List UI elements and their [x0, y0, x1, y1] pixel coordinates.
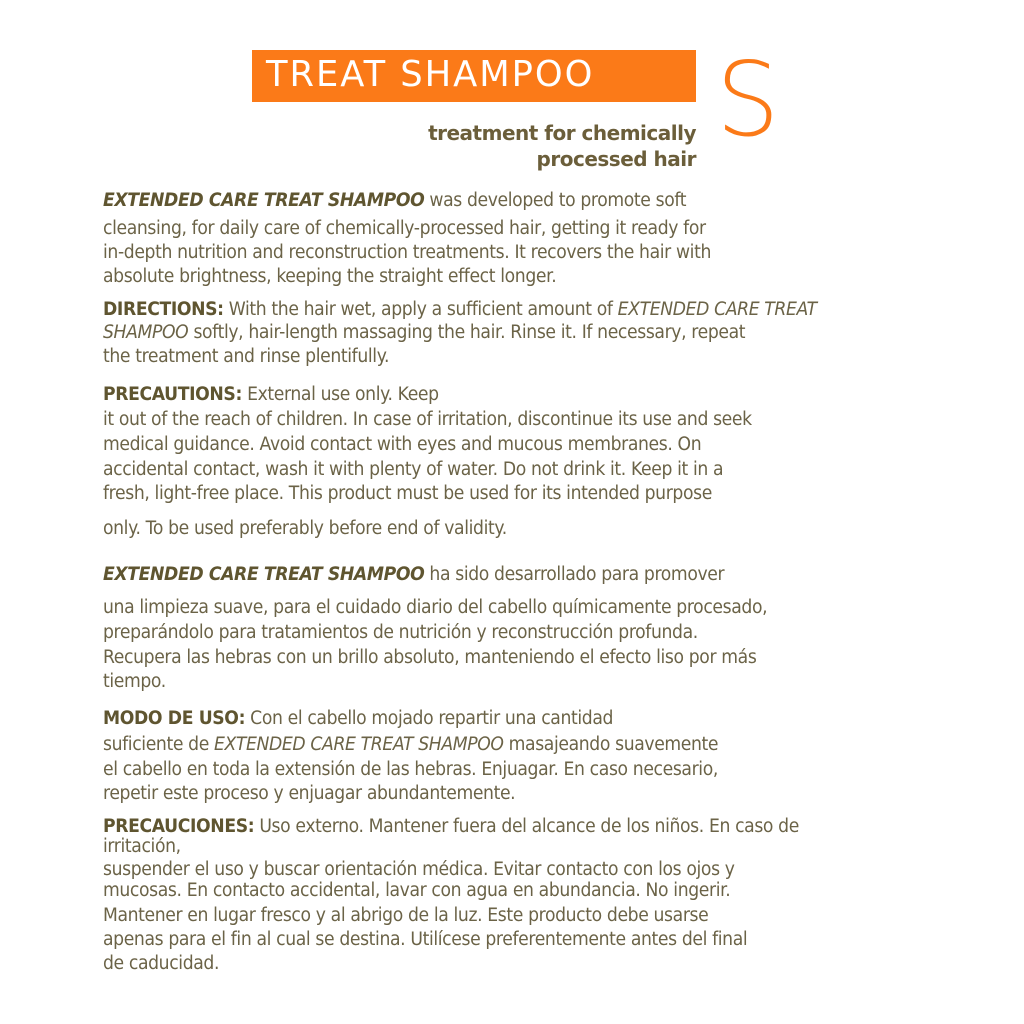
es-modo-de-uso-line [103, 708, 613, 730]
es-precauciones-line: suspender el uso y buscar orientación médica. Evitar contacto con los ojos y [103, 859, 735, 880]
directions-label: DIRECTIONS: [103, 299, 224, 320]
text-run: suficiente de [103, 734, 215, 755]
en-precautions-line: only. To be used preferably before end of validity. [103, 518, 507, 539]
en-precautions-line: accidental contact, wash it with plenty of water. Do not drink it. Keep it in a [103, 459, 724, 480]
en-precautions-line: fresh, light-free place. This product must be used for its intended purpose [103, 483, 712, 504]
subtitle-line: processed hair [536, 147, 696, 171]
text-run: Uso externo. Mantener fuera del alcance de los niños. En caso de [254, 816, 799, 837]
text-run: ha sido desarrollado para promover [424, 564, 725, 585]
precauciones-label: PRECAUCIONES: [103, 816, 255, 837]
es-modo-de-uso-line: el cabello en toda la extensión de las hebras. Enjuagar. En caso necesario, [103, 759, 718, 780]
en-intro-line: cleansing, for daily care of chemically-processed hair, getting it ready for [103, 218, 706, 239]
brand-letter-logo: S [716, 39, 780, 160]
es-intro-line: preparándolo para tratamientos de nutrición y reconstrucción profunda. [103, 622, 698, 643]
en-intro-line: in-depth nutrition and reconstruction treatments. It recovers the hair with [103, 242, 711, 263]
text-run: External use only. Keep [241, 384, 439, 405]
es-precauciones-line: irritación, [103, 836, 181, 857]
es-precauciones-line: mucosas. En contacto accidental, lavar con agua en abundancia. No ingerir. [103, 880, 731, 901]
es-precauciones-line: Mantener en lugar fresco y al abrigo de la luz. Este producto debe usarse [103, 905, 709, 926]
precautions-label: PRECAUTIONS: [103, 384, 242, 405]
en-directions-line [103, 322, 745, 344]
en-directions-line: the treatment and rinse plentifully. [103, 346, 390, 367]
modo-de-uso-label: MODO DE USO: [103, 708, 246, 729]
text-run: masajeando suavemente [503, 734, 719, 755]
es-intro-line: una limpieza suave, para el cuidado diario del cabello químicamente procesado, [103, 597, 768, 618]
en-precautions-line: medical guidance. Avoid contact with eyes and mucous membranes. On [103, 434, 702, 455]
product-name: EXTENDED CARE TREAT SHAMPOO [103, 564, 425, 585]
product-title: TREAT SHAMPOO [266, 54, 595, 95]
es-precauciones-line: apenas para el fin al cual se destina. Utilícese preferentemente antes del final [103, 929, 748, 950]
product-name: SHAMPOO [103, 322, 189, 343]
es-intro-line: Recupera las hebras con un brillo absoluto, manteniendo el efecto liso por más [103, 647, 757, 668]
product-subtitle [428, 120, 696, 172]
product-name: EXTENDED CARE TREAT [617, 299, 817, 320]
en-directions-line [103, 299, 817, 321]
es-intro-line [103, 564, 724, 586]
es-modo-de-uso-line: repetir este proceso y enjuagar abundantemente. [103, 783, 516, 804]
en-intro-line: absolute brightness, keeping the straight effect longer. [103, 266, 557, 287]
text-run: Con el cabello mojado repartir una cantidad [245, 708, 614, 729]
es-intro-line: tiempo. [103, 671, 166, 692]
product-name: EXTENDED CARE TREAT SHAMPOO [214, 734, 504, 755]
es-precauciones-line: de caducidad. [103, 953, 220, 974]
es-precauciones-line [103, 816, 799, 838]
en-intro-line [103, 190, 686, 212]
subtitle-line: treatment for chemically [428, 121, 696, 145]
text-run: was developed to promote soft [424, 190, 687, 211]
title-banner [252, 50, 696, 102]
en-precautions-line [103, 384, 439, 406]
text-run: With the hair wet, apply a sufficient amount of [223, 299, 618, 320]
en-precautions-line: it out of the reach of children. In case of irritation, discontinue its use and seek [103, 409, 752, 430]
es-modo-de-uso-line [103, 734, 718, 756]
text-run: softly, hair-length massaging the hair. Rinse it. If necessary, repeat [188, 322, 746, 343]
product-name: EXTENDED CARE TREAT SHAMPOO [103, 190, 425, 211]
